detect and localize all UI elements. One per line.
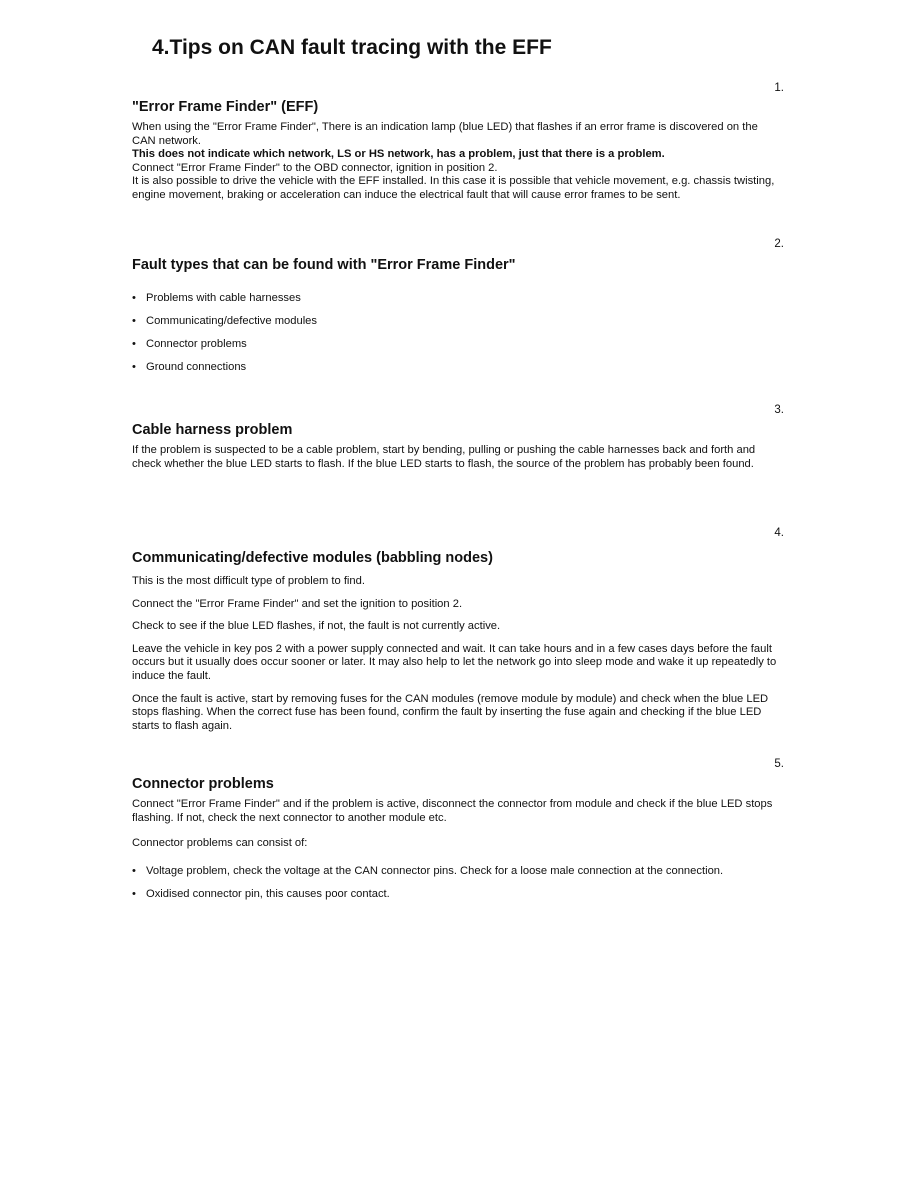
page-title: 4.Tips on CAN fault tracing with the EFF: [152, 36, 552, 59]
bullet-list: [132, 860, 784, 906]
list-item: • Connector problems: [132, 338, 247, 350]
paragraph-emphasis: This does not indicate which network, LS or HS network, has a problem, just that there is a problem.: [132, 148, 665, 161]
section-number: 2.: [774, 238, 784, 250]
paragraph: Check to see if the blue LED flashes, if not, the fault is not currently active.: [132, 620, 501, 633]
section-body: [132, 287, 784, 379]
section-body: [132, 444, 784, 471]
section-fault-types: [132, 238, 784, 378]
section-eff: [132, 82, 784, 212]
paragraph: Connect the "Error Frame Finder" and set the ignition to position 2.: [132, 597, 463, 610]
paragraph: Leave the vehicle in key pos 2 with a power supply connected and wait. It can take hours and in a few cases days before the fault occurs but it usually does occur sooner or later. It may also help to let the network go into sleep mode and wake it up repeatedly to induce the fault.: [132, 642, 777, 682]
section-babbling-nodes: [132, 527, 784, 742]
section-body: [132, 575, 784, 742]
paragraph: Connect "Error Frame Finder" to the OBD connector, ignition in position 2.: [132, 161, 498, 174]
section-body: [132, 121, 784, 203]
section-heading: "Error Frame Finder" (EFF): [132, 99, 319, 115]
paragraph: If the problem is suspected to be a cable problem, start by bending, pulling or pushing the cable harnesses back and forth and check whether the blue LED starts to flash. If the blue LED starts to flash, the source of the problem has probably been found.: [132, 444, 756, 470]
bullet-list: [132, 287, 784, 379]
list-item: • Ground connections: [132, 361, 247, 373]
section-number: 5.: [774, 758, 784, 770]
section-number: 3.: [774, 404, 784, 416]
section-body: [132, 798, 784, 906]
section-number: 4.: [774, 527, 784, 539]
paragraph: Once the fault is active, start by removing fuses for the CAN modules (remove module by module) and check when the blue LED stops flashing. When the correct fuse has been found, confirm the fault by inserting the fuse again and checking if the blue LED starts to flash again.: [132, 692, 769, 732]
section-heading: Connector problems: [132, 776, 274, 792]
paragraph: Connect "Error Frame Finder" and if the problem is active, disconnect the connector from module and check if the blue LED stops flashing. If not, check the next connector to another module etc.: [132, 798, 773, 824]
section-number: 1.: [774, 82, 784, 94]
list-item: • Voltage problem, check the voltage at the CAN connector pins. Check for a loose male connection at the connection.: [132, 864, 724, 877]
section-heading: Cable harness problem: [132, 422, 293, 438]
section-connector-problems: [132, 758, 784, 908]
list-item: • Problems with cable harnesses: [132, 292, 301, 304]
paragraph: This is the most difficult type of problem to find.: [132, 575, 365, 587]
list-item: • Oxidised connector pin, this causes poor contact.: [132, 887, 390, 900]
paragraph: It is also possible to drive the vehicle with the EFF installed. In this case it is possible that vehicle movement, e.g. chassis twisting, engine movement, braking or acceleration can induce the electrical fault that will cause error frames to be sent.: [132, 175, 775, 201]
paragraph: When using the "Error Frame Finder", There is an indication lamp (blue LED) that flashes if an error frame is discovered on the CAN network.: [132, 121, 758, 147]
section-heading: Communicating/defective modules (babbling nodes): [132, 550, 493, 566]
list-item: • Communicating/defective modules: [132, 315, 318, 327]
section-cable-harness: [132, 404, 784, 504]
paragraph: Connector problems can consist of:: [132, 837, 308, 850]
section-heading: Fault types that can be found with "Error Frame Finder": [132, 257, 516, 273]
